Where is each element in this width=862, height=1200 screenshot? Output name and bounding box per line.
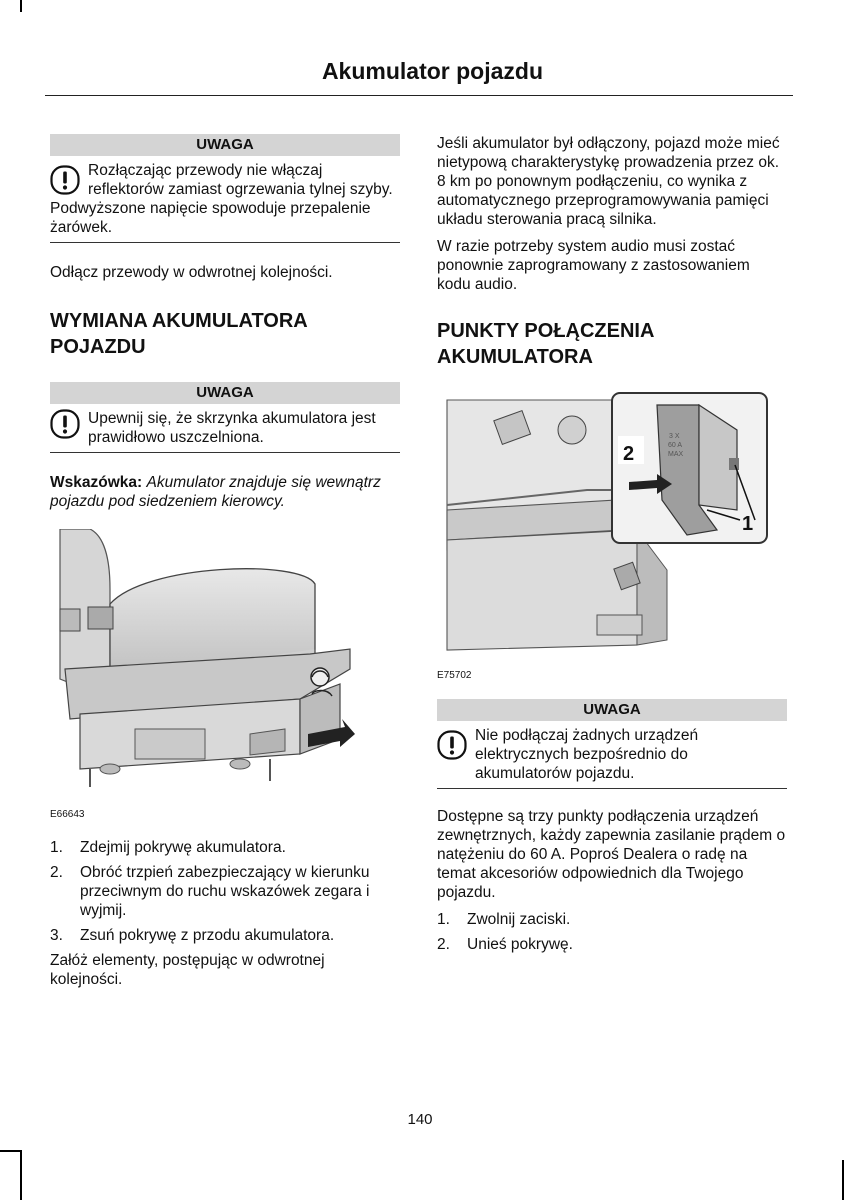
battery-figure — [437, 390, 787, 685]
section-heading: WYMIANA AKUMULATORA POJAZDU — [50, 310, 308, 358]
steps-list — [50, 838, 400, 945]
list-item — [50, 838, 400, 857]
list-item — [50, 863, 400, 920]
step-text: Zdejmij pokrywę akumulatora. — [80, 839, 286, 856]
exclamation-icon — [50, 165, 80, 195]
callout-1: 1 — [742, 513, 754, 535]
left-column — [50, 134, 400, 997]
list-item — [437, 910, 787, 929]
paragraph: Odłącz przewody w odwrotnej kolejności. — [50, 264, 333, 281]
paragraph: Jeśli akumulator był odłączony, pojazd może mieć nietypową charakterystykę prowadzenia przez ok. 8 km po ponownym podłączeniu, co wynika z automatycznego przeprogramowywania pamięci układu sterowania pracą silnika. — [437, 135, 780, 228]
step-number: 2. — [437, 936, 450, 953]
paragraph: W razie potrzeby system audio musi zostać ponownie zaprogramowany z zastosowaniem kodu audio. — [437, 238, 750, 293]
exclamation-icon — [437, 730, 467, 760]
step-number: 2. — [50, 864, 63, 881]
paragraph: Dostępne są trzy punkty podłączenia urządzeń zewnętrznych, każdy zapewnia zasilanie prądem o natężeniu do 60 A. Poproś Dealera o radę na temat akcesoriów odpowiednich dla Twojego pojazdu. — [437, 808, 786, 901]
crop-mark-top-left — [20, 0, 22, 12]
step-text: Obróć trzpień zabezpieczający w kierunku przeciwnym do ruchu wskazówek zegara i wyjmij. — [80, 864, 370, 919]
list-item — [437, 935, 787, 954]
inset-label-line: 60 A — [668, 442, 683, 449]
steps-list — [437, 910, 787, 954]
section-heading: PUNKTY POŁĄCZENIA AKUMULATORA — [437, 320, 654, 368]
warning-text: Upewnij się, że skrzynka akumulatora jest prawidłowo uszczelniona. — [88, 410, 376, 446]
crop-mark-bottom-left-v — [20, 1150, 22, 1200]
callout-2: 2 — [623, 443, 635, 465]
seat-figure — [50, 529, 400, 824]
warning-label: UWAGA — [50, 382, 400, 404]
hint-paragraph — [50, 473, 400, 511]
hint-label: Wskazówka: — [50, 474, 143, 491]
warning-label: UWAGA — [50, 134, 400, 156]
warning-box — [437, 726, 787, 789]
step-text: Zwolnij zaciski. — [467, 911, 571, 928]
figure-code: E66643 — [50, 809, 85, 820]
warning-label: UWAGA — [437, 699, 787, 721]
warning-box — [50, 161, 400, 243]
battery-illustration — [437, 390, 769, 660]
warning-text: Rozłączając przewody nie włączaj reflektorów zamiast ogrzewania tylnej szyby. Podwyższone napięcie spowoduje przepalenie żarówek. — [50, 162, 393, 236]
list-item — [50, 926, 400, 945]
right-column — [437, 134, 787, 960]
hint-text: Akumulator znajduje się wewnątrz pojazdu pod siedzeniem kierowcy. — [50, 474, 381, 510]
figure-code: E75702 — [437, 670, 472, 681]
page-title: Akumulator pojazdu — [321, 58, 543, 84]
inset-label-line: MAX — [668, 451, 684, 458]
step-number: 1. — [50, 839, 63, 856]
page-number: 140 — [407, 1111, 433, 1128]
warning-text: Nie podłączaj żadnych urządzeń elektrycznych bezpośrednio do akumulatorów pojazdu. — [475, 727, 699, 782]
step-number: 1. — [437, 911, 450, 928]
exclamation-icon — [50, 409, 80, 439]
warning-box — [50, 409, 400, 453]
page-header — [45, 58, 793, 96]
step-text: Unieś pokrywę. — [467, 936, 573, 953]
step-number: 3. — [50, 927, 63, 944]
step-text: Zsuń pokrywę z przodu akumulatora. — [80, 927, 335, 944]
paragraph: Załóż elementy, postępując w odwrotnej kolejności. — [50, 952, 325, 988]
crop-mark-bottom-right — [842, 1160, 844, 1200]
crop-mark-bottom-left-h — [0, 1150, 22, 1152]
inset-label-line: 3 X — [669, 433, 680, 440]
seat-illustration — [50, 529, 360, 799]
